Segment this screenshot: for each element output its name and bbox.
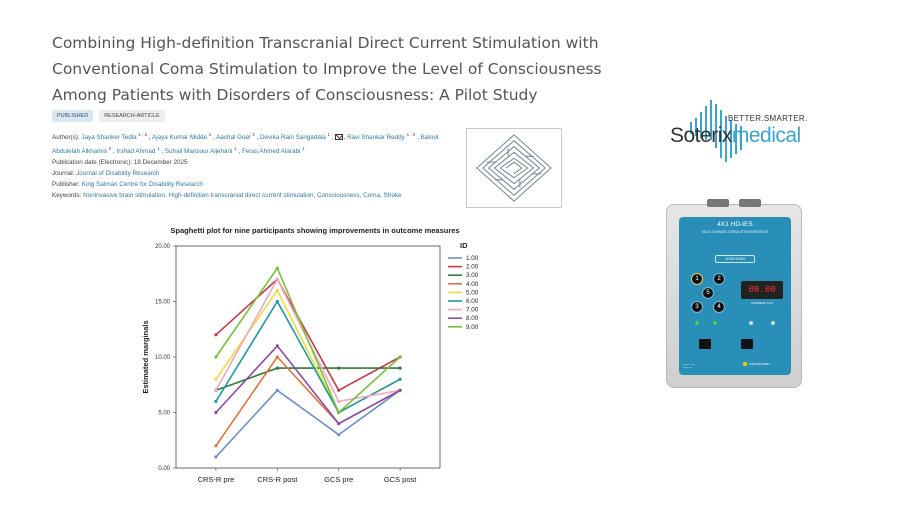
- status-led: [687, 321, 707, 326]
- low-battery-led: [743, 362, 747, 366]
- publisher-link[interactable]: King Salman Centre for Disability Research: [81, 181, 203, 189]
- data-point: [276, 355, 279, 358]
- data-point: [214, 333, 217, 336]
- y-axis-label: Estimated marginals: [141, 320, 150, 394]
- author-link[interactable]: Feras Ahmed Alarabi: [241, 148, 301, 156]
- series-line: [216, 357, 400, 446]
- legend-label: 1.00: [466, 255, 479, 262]
- chart-title: Spaghetti plot for nine participants showing improvements in outcome measures: [170, 226, 460, 235]
- authors-line: Author(s): Jaya Shanker Tedla $^{1 , 2}$ , Ajaya Kumar Midde $^1$ , Aachal Goel $^3$ , Devika Rani Sangadala $^1$ , , Ravi Shankar Reddy $^{1 , 2}$ , Batool Abdulelah Alkhamis $^2$ , Irshad Ahmad $^1$ , Suhail Mansour Aljehani $^1$ , Feras Ahmed Alarabi $^1$: [52, 132, 439, 156]
- logo-brand: Soterixmedical: [670, 124, 801, 147]
- keywords-links[interactable]: Noninvasive brain stimulation, High-definition transcranial direct current stimulation, Consciousness, Coma, Stroke: [83, 192, 402, 200]
- y-tick-label: 20.00: [154, 244, 170, 250]
- data-point: [398, 378, 401, 381]
- data-point: [276, 389, 279, 392]
- low-battery-label: LOW BATTERY: [749, 362, 771, 366]
- channel-button: 3: [691, 301, 703, 313]
- author-link[interactable]: Ravi Shankar Reddy: [347, 134, 405, 142]
- y-tick-label: 15.00: [154, 299, 170, 306]
- series-line: [216, 390, 400, 457]
- y-tick-label: 10.00: [154, 355, 170, 361]
- x-tick-label: CRS-R post: [257, 475, 298, 484]
- spaghetti-plot: [130, 222, 500, 492]
- author-link[interactable]: Devika Rani Sangadala: [259, 134, 326, 142]
- x-tick-label: CRS-R pre: [197, 475, 235, 484]
- author-link[interactable]: Suhail Mansour Aljehani: [164, 148, 233, 156]
- device-connector: [707, 199, 729, 207]
- data-point: [337, 433, 340, 436]
- data-point: [398, 355, 401, 358]
- publication-date: Publication date (Electronic): 18 December 2025: [52, 159, 188, 167]
- status-led: [763, 321, 783, 326]
- data-point: [398, 389, 401, 392]
- article-type-badge: RESEARCH-ARTICLE: [99, 110, 165, 122]
- legend-label: 6.00: [466, 298, 479, 305]
- display-caption: CURRENT (mA): [751, 301, 773, 305]
- email-icon[interactable]: [335, 134, 343, 140]
- published-badge: PUBLISHED: [52, 110, 93, 122]
- channel-button: 1: [691, 273, 703, 285]
- channel-button: 2: [713, 273, 725, 285]
- status-led: [705, 321, 725, 326]
- data-point: [398, 367, 401, 370]
- journal-link[interactable]: Journal of Disability Research: [76, 170, 160, 178]
- journal-maze-logo: [466, 128, 562, 208]
- channel-button: 5: [702, 287, 714, 299]
- data-point: [337, 400, 340, 403]
- author-link[interactable]: Aachal Goel: [216, 134, 251, 142]
- device-fine-print: ▪▪▪ ▪▪▪▪ ▪▪ ▪▪▪▪▪ ▪▪▪▪ ▪▪▪ ▪▪▪▪: [683, 364, 695, 369]
- data-point: [214, 400, 217, 403]
- legend-label: 5.00: [466, 289, 479, 297]
- data-point: [214, 389, 217, 392]
- data-point: [214, 444, 217, 447]
- author-link[interactable]: Irshad Ahmad: [116, 148, 156, 156]
- soterix-logo: [668, 96, 808, 166]
- x-tick-label: GCS post: [383, 475, 417, 484]
- device-connector: [739, 199, 761, 207]
- status-badges: [52, 110, 165, 122]
- channel-button: 4: [713, 301, 725, 313]
- data-point: [337, 389, 340, 392]
- device-panel: [679, 217, 791, 375]
- author-link[interactable]: Ajaya Kumar Midde: [152, 134, 207, 142]
- legend-label: 8.00: [466, 315, 479, 323]
- keywords-line: Keywords: Noninvasive brain stimulation, High-definition transcranial direct current stimulation, Consciousness, Coma, Stroke: [52, 192, 402, 200]
- stimulation-device-photo: [666, 204, 802, 388]
- data-point: [276, 300, 279, 303]
- device-square-button: [699, 339, 711, 349]
- data-point: [337, 411, 340, 414]
- data-point: [214, 378, 217, 381]
- legend-label: 4.00: [466, 280, 479, 288]
- article-metadata: [52, 129, 460, 201]
- legend-label: 2.00: [466, 263, 479, 271]
- y-tick-label: 0.00: [158, 466, 170, 472]
- data-point: [276, 267, 279, 270]
- status-led: [741, 321, 761, 326]
- data-point: [214, 355, 217, 358]
- data-point: [214, 455, 217, 458]
- data-point: [276, 289, 279, 292]
- legend-label: 9.00: [466, 323, 479, 331]
- device-name: 4X1 HD-tES: [717, 221, 753, 228]
- data-point: [276, 344, 279, 347]
- legend-label: 7.00: [466, 306, 479, 314]
- data-point: [276, 367, 279, 370]
- author-link[interactable]: Batool Abdulelah Alkhamis: [52, 134, 439, 156]
- device-subtitle: MULTI-CHANNEL STIMULATION INTERFACE: [701, 230, 769, 234]
- data-point: [214, 411, 217, 414]
- chart-svg: [130, 222, 500, 492]
- lead-scan-label: LEAD SCAN: [715, 255, 755, 263]
- logo-tagline: BETTER.SMARTER.: [728, 114, 808, 123]
- data-point: [276, 278, 279, 281]
- legend-title: ID: [460, 241, 468, 250]
- current-display: 00.00: [741, 281, 783, 299]
- y-tick-label: 5.00: [158, 410, 170, 417]
- series-line: [216, 279, 400, 390]
- journal-line: Journal: Journal of Disability Research: [52, 170, 160, 178]
- article-title: Combining High-definition Transcranial Direct Current Stimulation with Conventional Coma Stimulation to Improve the Level of Consciousness Among Patients with Disorders of Consciousness: A Pilot Study: [52, 34, 602, 104]
- legend-label: 3.00: [466, 272, 479, 280]
- author-link[interactable]: Jaya Shanker Tedla: [81, 134, 137, 142]
- x-tick-label: GCS pre: [324, 475, 354, 484]
- data-point: [337, 422, 340, 425]
- device-square-button: [741, 339, 753, 349]
- data-point: [337, 367, 340, 370]
- publisher-line: Publisher: King Salman Centre for Disability Research: [52, 181, 203, 189]
